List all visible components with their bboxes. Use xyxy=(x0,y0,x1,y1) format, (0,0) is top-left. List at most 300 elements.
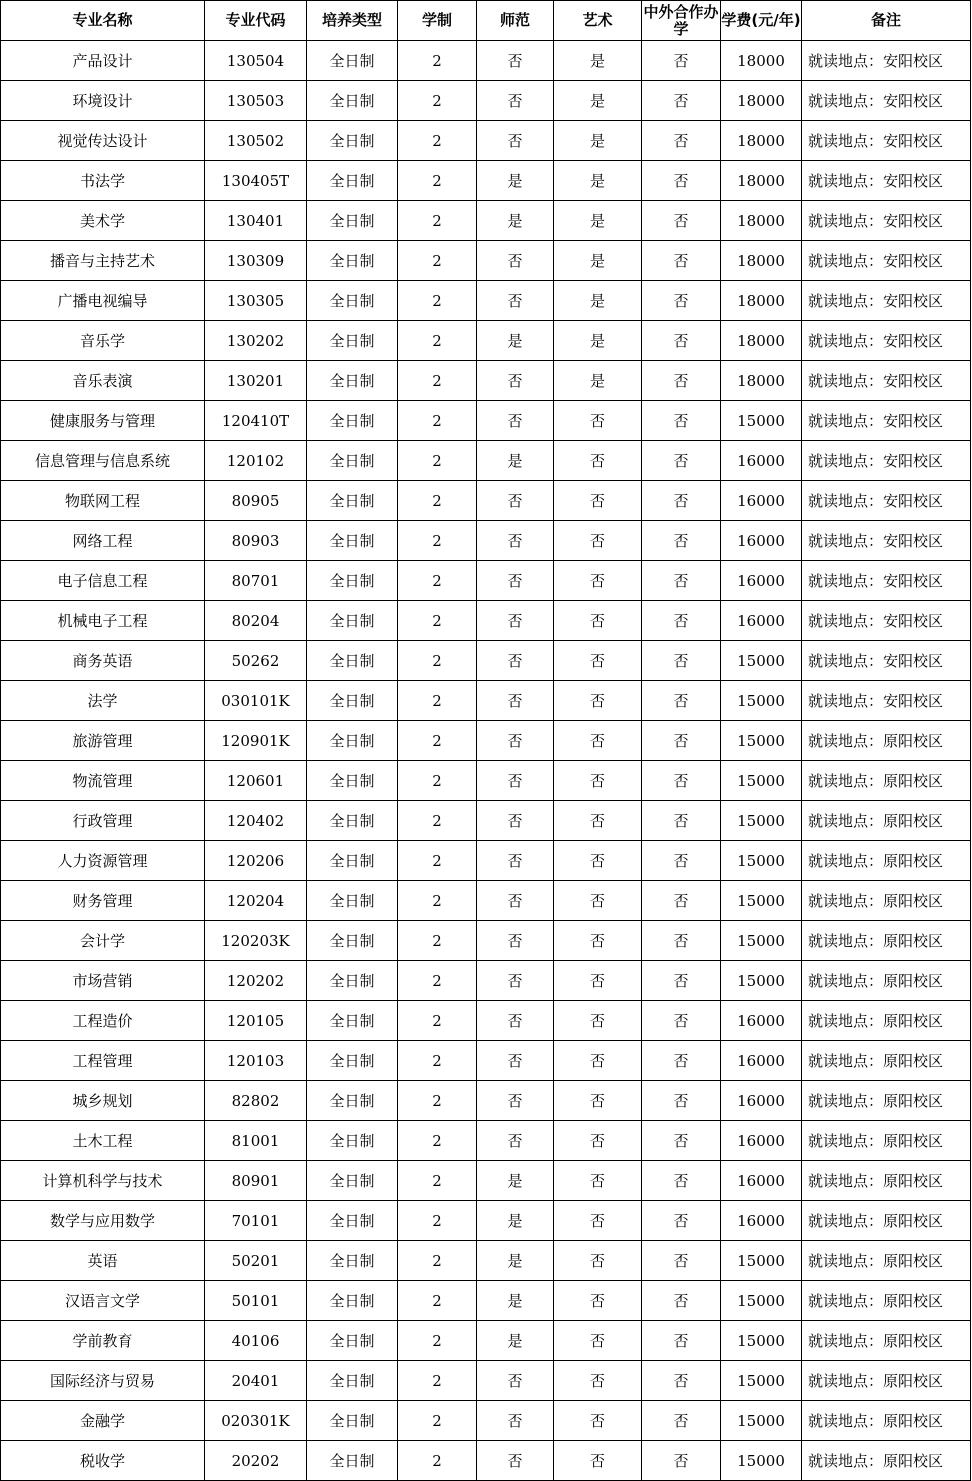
cell-code: 80701 xyxy=(205,561,307,601)
cell-note: 就读地点：安阳校区 xyxy=(802,201,971,241)
cell-note: 就读地点：原阳校区 xyxy=(802,801,971,841)
cell-coop: 否 xyxy=(642,641,721,681)
cell-type: 全日制 xyxy=(307,801,398,841)
cell-fee: 15000 xyxy=(721,801,802,841)
cell-note: 就读地点：原阳校区 xyxy=(802,1321,971,1361)
cell-code: 120901K xyxy=(205,721,307,761)
cell-type: 全日制 xyxy=(307,361,398,401)
header-years: 学制 xyxy=(398,1,477,41)
cell-normal: 否 xyxy=(477,1081,554,1121)
cell-fee: 15000 xyxy=(721,921,802,961)
header-row xyxy=(1,1,971,41)
cell-coop: 否 xyxy=(642,1041,721,1081)
cell-years: 2 xyxy=(398,281,477,321)
cell-art: 是 xyxy=(554,201,642,241)
cell-normal: 否 xyxy=(477,881,554,921)
cell-code: 130201 xyxy=(205,361,307,401)
cell-coop: 否 xyxy=(642,161,721,201)
cell-coop: 否 xyxy=(642,401,721,441)
cell-type: 全日制 xyxy=(307,161,398,201)
cell-art: 是 xyxy=(554,281,642,321)
table-row xyxy=(1,521,971,561)
cell-art: 否 xyxy=(554,1401,642,1441)
cell-type: 全日制 xyxy=(307,1161,398,1201)
cell-coop: 否 xyxy=(642,1161,721,1201)
cell-code: 120601 xyxy=(205,761,307,801)
table-row xyxy=(1,721,971,761)
header-code: 专业代码 xyxy=(205,1,307,41)
table-body xyxy=(1,41,971,1481)
cell-coop: 否 xyxy=(642,241,721,281)
cell-coop: 否 xyxy=(642,41,721,81)
cell-coop: 否 xyxy=(642,801,721,841)
cell-type: 全日制 xyxy=(307,441,398,481)
cell-art: 是 xyxy=(554,361,642,401)
cell-years: 2 xyxy=(398,1401,477,1441)
cell-note: 就读地点：安阳校区 xyxy=(802,241,971,281)
cell-code: 80204 xyxy=(205,601,307,641)
cell-name: 健康服务与管理 xyxy=(1,401,205,441)
cell-years: 2 xyxy=(398,641,477,681)
cell-code: 130504 xyxy=(205,41,307,81)
cell-name: 工程管理 xyxy=(1,1041,205,1081)
cell-note: 就读地点：原阳校区 xyxy=(802,1121,971,1161)
cell-art: 否 xyxy=(554,921,642,961)
header-normal: 师范 xyxy=(477,1,554,41)
cell-normal: 否 xyxy=(477,121,554,161)
cell-code: 130202 xyxy=(205,321,307,361)
cell-years: 2 xyxy=(398,241,477,281)
cell-normal: 否 xyxy=(477,521,554,561)
cell-normal: 否 xyxy=(477,801,554,841)
header-fee: 学费(元/年) xyxy=(721,1,802,41)
cell-years: 2 xyxy=(398,561,477,601)
cell-fee: 18000 xyxy=(721,281,802,321)
cell-type: 全日制 xyxy=(307,121,398,161)
cell-code: 50262 xyxy=(205,641,307,681)
cell-fee: 18000 xyxy=(721,321,802,361)
table-row xyxy=(1,241,971,281)
cell-name: 环境设计 xyxy=(1,81,205,121)
cell-years: 2 xyxy=(398,521,477,561)
cell-code: 80903 xyxy=(205,521,307,561)
cell-code: 50101 xyxy=(205,1281,307,1321)
cell-type: 全日制 xyxy=(307,81,398,121)
cell-code: 120202 xyxy=(205,961,307,1001)
cell-type: 全日制 xyxy=(307,921,398,961)
cell-years: 2 xyxy=(398,121,477,161)
cell-note: 就读地点：原阳校区 xyxy=(802,1081,971,1121)
cell-coop: 否 xyxy=(642,921,721,961)
cell-name: 土木工程 xyxy=(1,1121,205,1161)
cell-years: 2 xyxy=(398,1241,477,1281)
cell-note: 就读地点：安阳校区 xyxy=(802,121,971,161)
table-row xyxy=(1,641,971,681)
cell-years: 2 xyxy=(398,161,477,201)
cell-note: 就读地点：安阳校区 xyxy=(802,601,971,641)
cell-code: 120103 xyxy=(205,1041,307,1081)
cell-name: 人力资源管理 xyxy=(1,841,205,881)
cell-type: 全日制 xyxy=(307,841,398,881)
cell-art: 是 xyxy=(554,41,642,81)
cell-art: 否 xyxy=(554,761,642,801)
cell-normal: 否 xyxy=(477,681,554,721)
cell-art: 否 xyxy=(554,1441,642,1481)
cell-years: 2 xyxy=(398,601,477,641)
cell-art: 否 xyxy=(554,801,642,841)
cell-code: 120410T xyxy=(205,401,307,441)
cell-normal: 否 xyxy=(477,601,554,641)
cell-name: 财务管理 xyxy=(1,881,205,921)
cell-type: 全日制 xyxy=(307,601,398,641)
cell-fee: 18000 xyxy=(721,41,802,81)
cell-art: 否 xyxy=(554,1121,642,1161)
cell-code: 120102 xyxy=(205,441,307,481)
cell-note: 就读地点：原阳校区 xyxy=(802,721,971,761)
cell-coop: 否 xyxy=(642,1281,721,1321)
cell-years: 2 xyxy=(398,1121,477,1161)
cell-normal: 否 xyxy=(477,921,554,961)
cell-coop: 否 xyxy=(642,201,721,241)
cell-coop: 否 xyxy=(642,881,721,921)
cell-fee: 15000 xyxy=(721,641,802,681)
table-row xyxy=(1,921,971,961)
cell-name: 网络工程 xyxy=(1,521,205,561)
cell-type: 全日制 xyxy=(307,721,398,761)
cell-type: 全日制 xyxy=(307,681,398,721)
cell-coop: 否 xyxy=(642,681,721,721)
cell-name: 市场营销 xyxy=(1,961,205,1001)
header-coop: 中外合作办学 xyxy=(642,1,721,41)
cell-fee: 15000 xyxy=(721,1241,802,1281)
cell-name: 城乡规划 xyxy=(1,1081,205,1121)
cell-normal: 是 xyxy=(477,161,554,201)
cell-coop: 否 xyxy=(642,521,721,561)
cell-type: 全日制 xyxy=(307,1081,398,1121)
cell-type: 全日制 xyxy=(307,1361,398,1401)
cell-normal: 否 xyxy=(477,41,554,81)
cell-code: 130309 xyxy=(205,241,307,281)
cell-normal: 否 xyxy=(477,761,554,801)
cell-code: 120105 xyxy=(205,1001,307,1041)
table-row xyxy=(1,1161,971,1201)
cell-coop: 否 xyxy=(642,1241,721,1281)
cell-type: 全日制 xyxy=(307,641,398,681)
cell-fee: 18000 xyxy=(721,361,802,401)
cell-normal: 否 xyxy=(477,1441,554,1481)
cell-years: 2 xyxy=(398,761,477,801)
cell-name: 工程造价 xyxy=(1,1001,205,1041)
cell-code: 80901 xyxy=(205,1161,307,1201)
cell-years: 2 xyxy=(398,481,477,521)
cell-coop: 否 xyxy=(642,481,721,521)
cell-years: 2 xyxy=(398,401,477,441)
cell-normal: 否 xyxy=(477,1001,554,1041)
cell-note: 就读地点：原阳校区 xyxy=(802,961,971,1001)
cell-fee: 18000 xyxy=(721,161,802,201)
cell-fee: 16000 xyxy=(721,521,802,561)
table-row xyxy=(1,1241,971,1281)
cell-fee: 16000 xyxy=(721,601,802,641)
cell-art: 否 xyxy=(554,641,642,681)
table-row xyxy=(1,281,971,321)
cell-coop: 否 xyxy=(642,601,721,641)
table-row xyxy=(1,681,971,721)
cell-coop: 否 xyxy=(642,321,721,361)
cell-normal: 否 xyxy=(477,1401,554,1441)
cell-normal: 否 xyxy=(477,281,554,321)
cell-art: 否 xyxy=(554,561,642,601)
cell-normal: 是 xyxy=(477,201,554,241)
cell-coop: 否 xyxy=(642,121,721,161)
cell-coop: 否 xyxy=(642,961,721,1001)
table-row xyxy=(1,841,971,881)
table-row xyxy=(1,881,971,921)
cell-type: 全日制 xyxy=(307,521,398,561)
cell-normal: 是 xyxy=(477,1161,554,1201)
table-row xyxy=(1,1321,971,1361)
cell-years: 2 xyxy=(398,1201,477,1241)
cell-code: 50201 xyxy=(205,1241,307,1281)
cell-years: 2 xyxy=(398,681,477,721)
table-row xyxy=(1,441,971,481)
cell-fee: 16000 xyxy=(721,481,802,521)
table-header xyxy=(1,1,971,41)
cell-normal: 否 xyxy=(477,641,554,681)
table-row xyxy=(1,41,971,81)
cell-art: 否 xyxy=(554,881,642,921)
cell-coop: 否 xyxy=(642,281,721,321)
cell-name: 旅游管理 xyxy=(1,721,205,761)
cell-normal: 否 xyxy=(477,81,554,121)
cell-name: 会计学 xyxy=(1,921,205,961)
cell-fee: 18000 xyxy=(721,121,802,161)
cell-note: 就读地点：原阳校区 xyxy=(802,1401,971,1441)
table-row xyxy=(1,1401,971,1441)
cell-code: 130405T xyxy=(205,161,307,201)
cell-note: 就读地点：原阳校区 xyxy=(802,1201,971,1241)
cell-normal: 否 xyxy=(477,1121,554,1161)
cell-fee: 16000 xyxy=(721,1041,802,1081)
cell-type: 全日制 xyxy=(307,1121,398,1161)
cell-note: 就读地点：安阳校区 xyxy=(802,521,971,561)
cell-fee: 15000 xyxy=(721,961,802,1001)
cell-code: 20202 xyxy=(205,1441,307,1481)
cell-name: 产品设计 xyxy=(1,41,205,81)
header-note: 备注 xyxy=(802,1,971,41)
cell-art: 否 xyxy=(554,1161,642,1201)
cell-art: 否 xyxy=(554,1241,642,1281)
cell-name: 行政管理 xyxy=(1,801,205,841)
cell-name: 视觉传达设计 xyxy=(1,121,205,161)
cell-years: 2 xyxy=(398,201,477,241)
table-row xyxy=(1,1121,971,1161)
cell-normal: 是 xyxy=(477,1281,554,1321)
cell-art: 是 xyxy=(554,81,642,121)
table-row xyxy=(1,1001,971,1041)
cell-art: 是 xyxy=(554,121,642,161)
cell-fee: 18000 xyxy=(721,241,802,281)
cell-coop: 否 xyxy=(642,561,721,601)
cell-fee: 15000 xyxy=(721,881,802,921)
cell-type: 全日制 xyxy=(307,321,398,361)
cell-coop: 否 xyxy=(642,1361,721,1401)
cell-note: 就读地点：原阳校区 xyxy=(802,1161,971,1201)
cell-fee: 16000 xyxy=(721,441,802,481)
cell-type: 全日制 xyxy=(307,401,398,441)
cell-years: 2 xyxy=(398,841,477,881)
cell-years: 2 xyxy=(398,881,477,921)
cell-code: 130305 xyxy=(205,281,307,321)
cell-note: 就读地点：原阳校区 xyxy=(802,1041,971,1081)
cell-name: 机械电子工程 xyxy=(1,601,205,641)
cell-name: 法学 xyxy=(1,681,205,721)
cell-fee: 15000 xyxy=(721,1441,802,1481)
cell-code: 80905 xyxy=(205,481,307,521)
cell-note: 就读地点：安阳校区 xyxy=(802,81,971,121)
cell-years: 2 xyxy=(398,321,477,361)
cell-name: 信息管理与信息系统 xyxy=(1,441,205,481)
cell-code: 40106 xyxy=(205,1321,307,1361)
cell-coop: 否 xyxy=(642,361,721,401)
cell-note: 就读地点：原阳校区 xyxy=(802,1361,971,1401)
cell-coop: 否 xyxy=(642,1401,721,1441)
cell-code: 120204 xyxy=(205,881,307,921)
cell-note: 就读地点：安阳校区 xyxy=(802,641,971,681)
cell-type: 全日制 xyxy=(307,961,398,1001)
cell-fee: 16000 xyxy=(721,1081,802,1121)
cell-type: 全日制 xyxy=(307,1201,398,1241)
cell-fee: 16000 xyxy=(721,561,802,601)
table-row xyxy=(1,1201,971,1241)
cell-name: 商务英语 xyxy=(1,641,205,681)
table-row xyxy=(1,1361,971,1401)
cell-coop: 否 xyxy=(642,1321,721,1361)
cell-coop: 否 xyxy=(642,1001,721,1041)
cell-normal: 否 xyxy=(477,961,554,1001)
cell-fee: 15000 xyxy=(721,841,802,881)
cell-name: 电子信息工程 xyxy=(1,561,205,601)
cell-years: 2 xyxy=(398,961,477,1001)
table-row xyxy=(1,801,971,841)
cell-art: 是 xyxy=(554,241,642,281)
cell-note: 就读地点：安阳校区 xyxy=(802,441,971,481)
cell-code: 130503 xyxy=(205,81,307,121)
cell-art: 是 xyxy=(554,321,642,361)
cell-note: 就读地点：原阳校区 xyxy=(802,1241,971,1281)
cell-note: 就读地点：安阳校区 xyxy=(802,161,971,201)
cell-name: 国际经济与贸易 xyxy=(1,1361,205,1401)
cell-type: 全日制 xyxy=(307,1321,398,1361)
cell-type: 全日制 xyxy=(307,1441,398,1481)
cell-name: 物流管理 xyxy=(1,761,205,801)
table-row xyxy=(1,1441,971,1481)
cell-type: 全日制 xyxy=(307,201,398,241)
cell-type: 全日制 xyxy=(307,281,398,321)
header-type: 培养类型 xyxy=(307,1,398,41)
cell-years: 2 xyxy=(398,1441,477,1481)
cell-coop: 否 xyxy=(642,761,721,801)
cell-code: 81001 xyxy=(205,1121,307,1161)
cell-fee: 16000 xyxy=(721,1001,802,1041)
table-row xyxy=(1,121,971,161)
cell-normal: 是 xyxy=(477,1241,554,1281)
cell-normal: 否 xyxy=(477,481,554,521)
cell-type: 全日制 xyxy=(307,481,398,521)
cell-note: 就读地点：安阳校区 xyxy=(802,401,971,441)
cell-coop: 否 xyxy=(642,1201,721,1241)
cell-coop: 否 xyxy=(642,81,721,121)
cell-art: 否 xyxy=(554,681,642,721)
cell-art: 否 xyxy=(554,601,642,641)
cell-normal: 是 xyxy=(477,321,554,361)
cell-fee: 15000 xyxy=(721,761,802,801)
cell-years: 2 xyxy=(398,1161,477,1201)
cell-note: 就读地点：原阳校区 xyxy=(802,841,971,881)
cell-fee: 15000 xyxy=(721,681,802,721)
cell-name: 音乐学 xyxy=(1,321,205,361)
cell-code: 70101 xyxy=(205,1201,307,1241)
cell-code: 82802 xyxy=(205,1081,307,1121)
cell-type: 全日制 xyxy=(307,241,398,281)
cell-type: 全日制 xyxy=(307,761,398,801)
cell-fee: 15000 xyxy=(721,401,802,441)
cell-code: 120203K xyxy=(205,921,307,961)
cell-coop: 否 xyxy=(642,1081,721,1121)
cell-fee: 16000 xyxy=(721,1161,802,1201)
cell-normal: 否 xyxy=(477,561,554,601)
table-row xyxy=(1,561,971,601)
cell-art: 否 xyxy=(554,1281,642,1321)
header-art: 艺术 xyxy=(554,1,642,41)
cell-years: 2 xyxy=(398,81,477,121)
cell-normal: 否 xyxy=(477,401,554,441)
cell-code: 20401 xyxy=(205,1361,307,1401)
cell-art: 否 xyxy=(554,1041,642,1081)
cell-name: 金融学 xyxy=(1,1401,205,1441)
cell-code: 030101K xyxy=(205,681,307,721)
cell-art: 否 xyxy=(554,1321,642,1361)
cell-art: 否 xyxy=(554,841,642,881)
cell-coop: 否 xyxy=(642,721,721,761)
cell-note: 就读地点：原阳校区 xyxy=(802,761,971,801)
cell-art: 否 xyxy=(554,401,642,441)
cell-art: 否 xyxy=(554,961,642,1001)
cell-note: 就读地点：安阳校区 xyxy=(802,561,971,601)
cell-name: 播音与主持艺术 xyxy=(1,241,205,281)
table-row xyxy=(1,361,971,401)
cell-note: 就读地点：安阳校区 xyxy=(802,361,971,401)
cell-note: 就读地点：原阳校区 xyxy=(802,921,971,961)
table-row xyxy=(1,1081,971,1121)
cell-note: 就读地点：原阳校区 xyxy=(802,1001,971,1041)
cell-code: 020301K xyxy=(205,1401,307,1441)
cell-years: 2 xyxy=(398,1361,477,1401)
cell-note: 就读地点：安阳校区 xyxy=(802,481,971,521)
cell-fee: 15000 xyxy=(721,1321,802,1361)
cell-fee: 16000 xyxy=(721,1121,802,1161)
cell-years: 2 xyxy=(398,1321,477,1361)
cell-years: 2 xyxy=(398,441,477,481)
cell-normal: 否 xyxy=(477,241,554,281)
cell-type: 全日制 xyxy=(307,881,398,921)
table-row xyxy=(1,401,971,441)
cell-coop: 否 xyxy=(642,1441,721,1481)
cell-normal: 是 xyxy=(477,1201,554,1241)
cell-years: 2 xyxy=(398,1081,477,1121)
table-row xyxy=(1,601,971,641)
table-row xyxy=(1,961,971,1001)
